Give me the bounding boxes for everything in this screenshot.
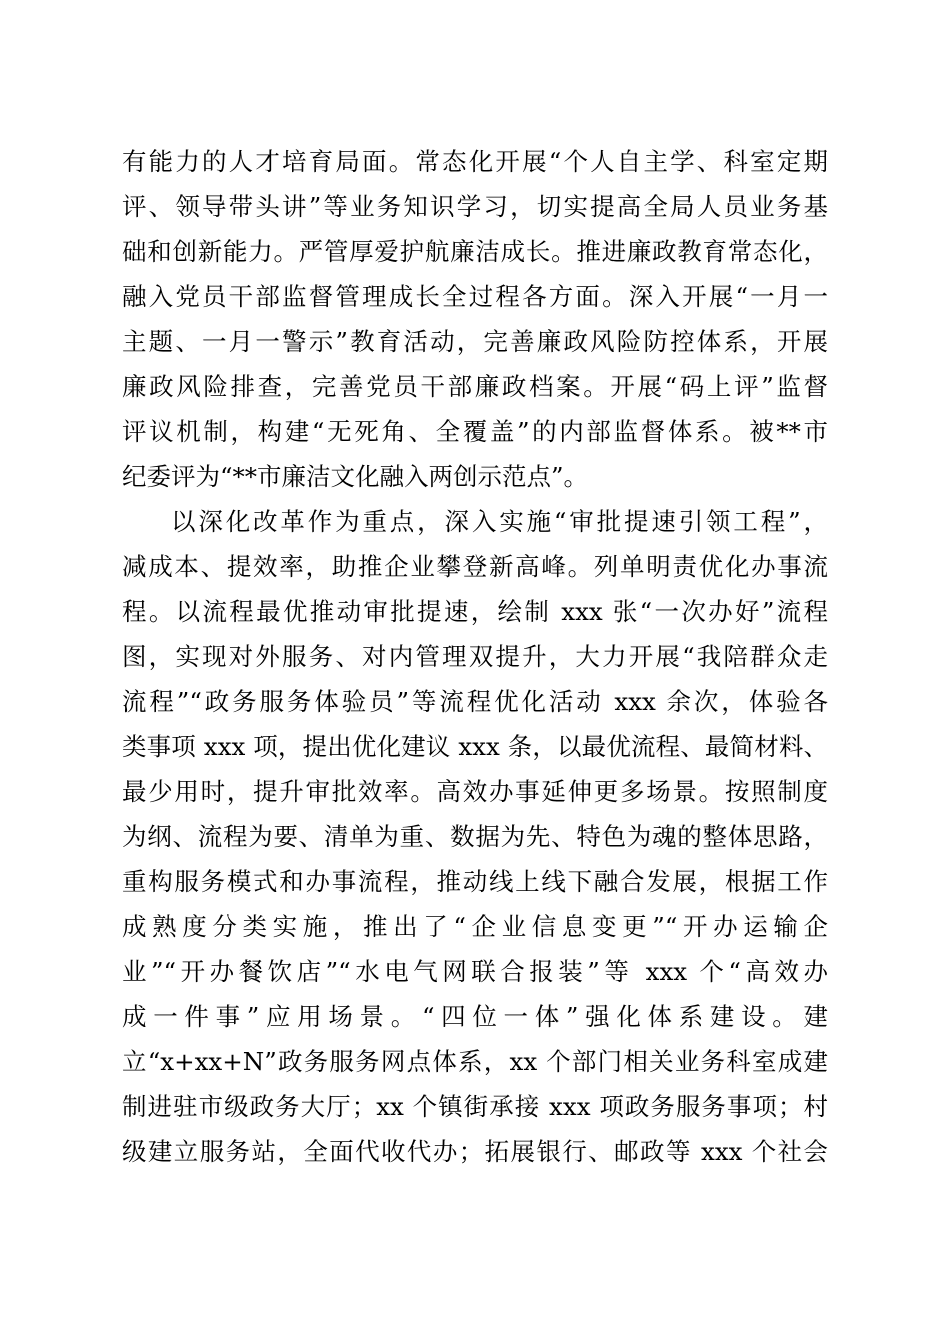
text-line: 评、领导带头讲”等业务知识学习，切实提高全局人员业务基 [122, 192, 828, 221]
text-line: 业”“开办餐饮店”“水电气网联合报装”等 xxx 个“高效办 [122, 957, 828, 986]
text-line: 程。以流程最优推动审批提速，绘制 xxx 张“一次办好”流程 [122, 597, 828, 626]
text-line: 流程”“政务服务体验员”等流程优化活动 xxx 余次，体验各 [122, 687, 828, 716]
text-line: 成一件事”应用场景。“四位一体”强化体系建设。建 [122, 1002, 828, 1031]
text-line: 有能力的人才培育局面。常态化开展“个人自主学、科室定期 [122, 147, 828, 176]
text-line: 图，实现对外服务、对内管理双提升，大力开展“我陪群众走 [122, 642, 828, 671]
text-line: 以深化改革作为重点，深入实施“审批提速引领工程”， [171, 507, 828, 536]
text-line: 融入党员干部监督管理成长全过程各方面。深入开展“一月一 [122, 282, 828, 311]
text-line: 纪委评为“**市廉洁文化融入两创示范点”。 [122, 462, 589, 491]
text-line: 廉政风险排查，完善党员干部廉政档案。开展“码上评”监督 [122, 372, 828, 401]
text-line: 主题、一月一警示”教育活动，完善廉政风险防控体系，开展 [122, 327, 828, 356]
text-line: 成熟度分类实施，推出了“企业信息变更”“开办运输企 [122, 912, 828, 941]
text-line: 级建立服务站，全面代收代办；拓展银行、邮政等 xxx 个社会 [122, 1137, 828, 1166]
text-line: 减成本、提效率，助推企业攀登新高峰。列单明责优化办事流 [122, 552, 828, 581]
text-line: 重构服务模式和办事流程，推动线上线下融合发展，根据工作 [122, 867, 828, 896]
text-line: 类事项 xxx 项，提出优化建议 xxx 条，以最优流程、最简材料、 [122, 732, 828, 761]
text-line: 评议机制，构建“无死角、全覆盖”的内部监督体系。被**市 [122, 417, 828, 446]
text-line: 础和创新能力。严管厚爱护航廉洁成长。推进廉政教育常态化， [122, 237, 828, 266]
text-line: 制进驻市级政务大厅；xx 个镇街承接 xxx 项政务服务事项；村 [122, 1092, 828, 1121]
text-line: 立“x+xx+N”政务服务网点体系，xx 个部门相关业务科室成建 [122, 1047, 828, 1076]
text-line: 最少用时，提升审批效率。高效办事延伸更多场景。按照制度 [122, 777, 828, 806]
text-line: 为纲、流程为要、清单为重、数据为先、特色为魂的整体思路， [122, 822, 828, 851]
